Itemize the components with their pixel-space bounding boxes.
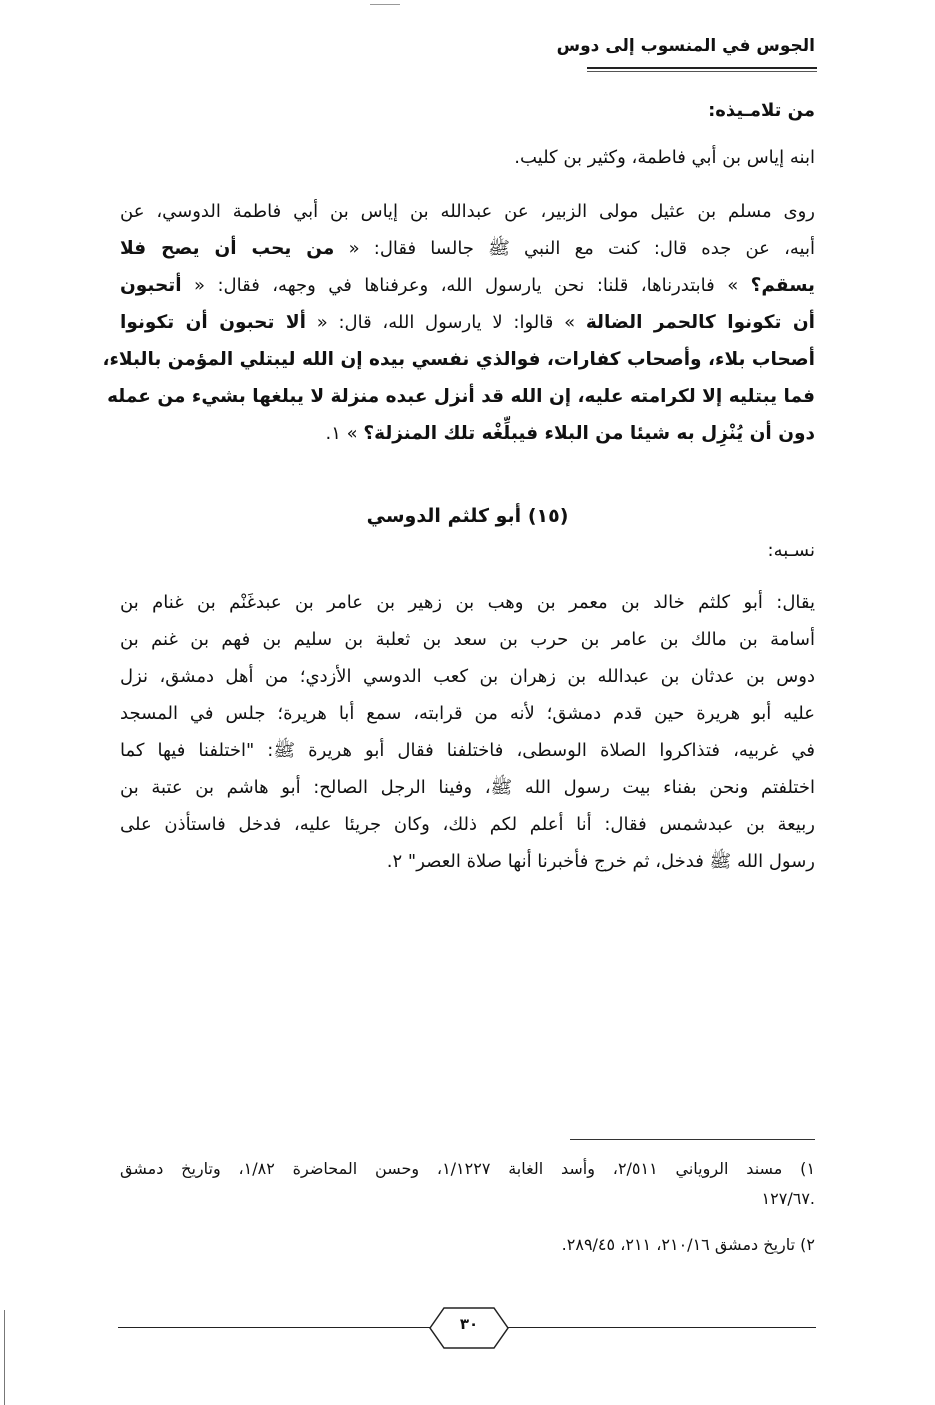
lineage-paragraph (120, 584, 815, 880)
page-number: ٣٠ (459, 1315, 479, 1333)
body-text: أبيه، عن جده قال: كنت مع النبي ﷺ جالسا فقال: « (334, 238, 815, 259)
hadith-line (120, 193, 815, 230)
hadith-line (120, 267, 815, 304)
body-text: يقال: أبو كلثم خالد بن معمر بن وهب بن زهير بن عامر بن عبدغَنْم بن غنام بن (120, 592, 815, 613)
lineage-line (120, 806, 815, 843)
lineage-line (120, 769, 815, 806)
lineage-line (120, 584, 815, 621)
hadith-line (120, 304, 815, 341)
hadith-quote-text: أن تكونوا كالحمر الضالة (585, 312, 815, 333)
page-footer-rule-right (508, 1327, 816, 1328)
body-text: أسامة بن مالك بن عامر بن حرب بن سعد بن ثعلبة بن سليم بن فهم بن غنم بن (120, 629, 815, 650)
page-footer-rule-left (118, 1327, 430, 1328)
hadith-quote-text: دون أن يُنْزِل به شيئا من البلاء فيبلِّغْه تلك المنزلة؟ (363, 423, 815, 444)
hadith-quote-text: ألا تحبون أن تكونوا (120, 312, 306, 333)
hadith-line (120, 230, 815, 267)
header-rule-thin (587, 71, 817, 72)
students-heading: من تلامـيذه: (708, 100, 815, 121)
hadith-quote-text: يسقم؟ (750, 275, 815, 296)
body-text: دوس بن عدثان بن عبدالله بن زهران بن كعب الدوسي الأزدي؛ من أهل دمشق، نزل (120, 666, 815, 687)
body-text: في غربيه، فتذاكروا الصلاة الوسطى، فاختلفنا فقال أبو هريرة ﷺ: "اختلفنا فيها كما (120, 740, 815, 761)
students-text-block (120, 139, 815, 176)
hadith-paragraph (102, 193, 815, 452)
body-text: اختلفتم ونحن بفناء بيت رسول الله ﷺ، وفينا الرجل الصالح: أبو هاشم بن عتبة بن (120, 777, 815, 798)
body-text: ربيعة بن عبدشمس فقال: أنا أعلم لكم ذلك، وكان جريئا عليه، فدخل فاستأذن على (120, 814, 815, 835)
scan-mark (370, 4, 400, 5)
students-text: ابنه إياس بن أبي فاطمة، وكثير بن كليب. (514, 147, 815, 168)
footnote-1-line2: .١٢٧/٦٧ (761, 1189, 815, 1208)
body-text: » قالوا: لا يارسول الله، قال: « (306, 312, 586, 333)
hadith-line (102, 341, 815, 378)
footnote-separator (570, 1139, 815, 1140)
lineage-line (120, 843, 815, 880)
scan-edge (4, 1310, 5, 1405)
lineage-line (120, 695, 815, 732)
hadith-line (120, 415, 815, 452)
body-text: » ١. (325, 423, 364, 444)
hadith-quote-text: أتحبون (120, 275, 182, 296)
hadith-line (107, 378, 815, 415)
body-text: عليه أبو هريرة حين قدم دمشق؛ لأنه من قرابته، سمع أبا هريرة؛ جلس في المسجد (120, 703, 815, 724)
hadith-quote-text: أصحاب بلاء، وأصحاب كفارات، فوالذي نفسي بيده إن الله ليبتلي المؤمن بالبلاء، (102, 349, 815, 370)
header-rule (587, 67, 817, 69)
footnote-1-line1: ١) مسند الروياني ٢/٥١١، وأسد الغابة ١/١٢٢٧، وحسن المحاضرة ١/٨٢، وتاريخ دمشق (120, 1159, 816, 1178)
section-title: (١٥) أبو كلثم الدوسي (366, 505, 569, 527)
body-text: رسول الله ﷺ فدخل، ثم خرج فأخبرنا أنها صلاة العصر" ٢. (386, 851, 815, 872)
lineage-heading: نسـبه: (767, 540, 815, 561)
footnote-1 (120, 1154, 815, 1214)
running-header: الجوس في المنسوب إلى دوس (556, 36, 815, 56)
body-text: » فابتدرناها، قلنا: نحن يارسول الله، وعرفناها في وجهه، فقال: « (181, 275, 751, 296)
hadith-quote-text: من يحب أن يصح فلا (120, 238, 335, 259)
footnote-2 (120, 1230, 815, 1260)
lineage-line (120, 732, 815, 769)
hadith-quote-text: فما يبتليه إلا لكرامته عليه، إن الله قد أنزل عبده منزلة لا يبلغها بشيء من عمله (107, 386, 815, 407)
footnote-2-line1: ٢) تاريخ دمشق ٢١٠/١٦، ٢١١، ٢٨٩/٤٥. (561, 1235, 815, 1254)
body-text: روى مسلم بن عثيل مولى الزبير، عن عبدالله بن إياس بن أبي فاطمة الدوسي، عن (120, 201, 815, 222)
lineage-line (120, 621, 815, 658)
lineage-line (120, 658, 815, 695)
